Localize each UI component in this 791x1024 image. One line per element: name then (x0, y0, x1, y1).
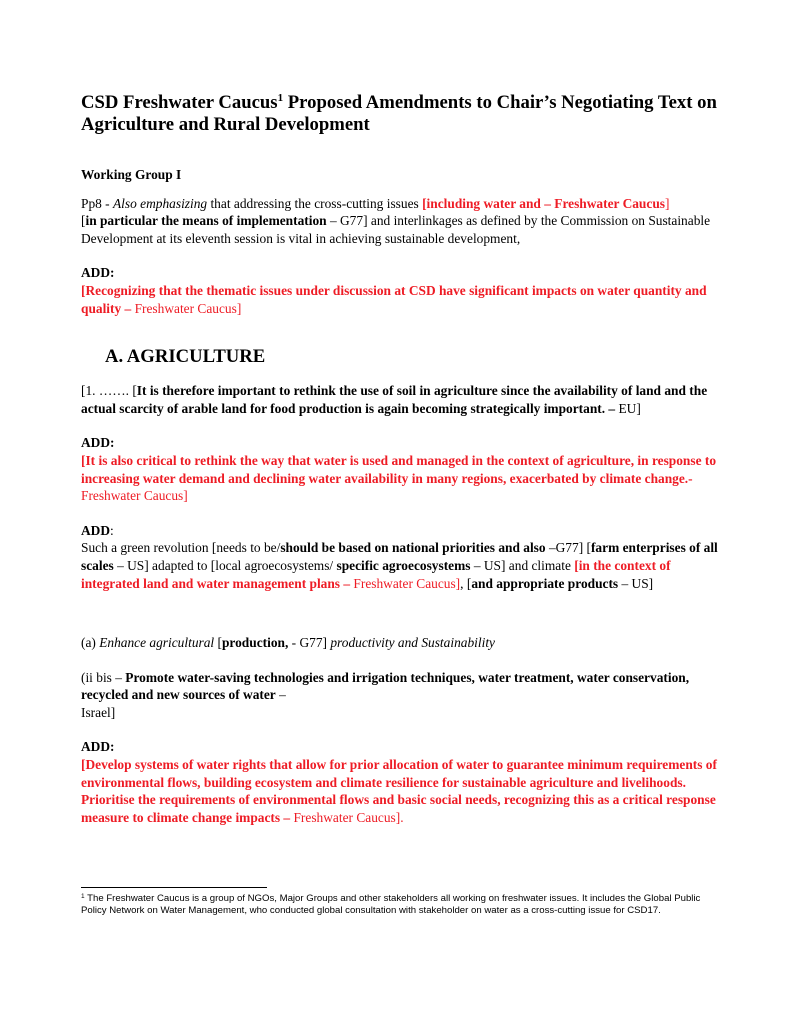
section-heading-agriculture: A. AGRICULTURE (105, 346, 266, 368)
add-label: ADD: (81, 739, 115, 755)
add-label: ADD: (81, 435, 115, 451)
amendment-recognizing: [Recognizing that the thematic issues under discussion at CSD have significant impacts on water quantity and quality – Freshwater Caucus] (81, 282, 707, 316)
item-a: (a) Enhance agricultural [production, - G77] productivity and Sustainability (81, 635, 495, 651)
add-label: ADD: (81, 265, 115, 281)
item-ii-bis: (ii bis – Promote water-saving technologies and irrigation techniques, water treatment, water conservation, recycled and new sources of water – Israel] (81, 669, 690, 720)
amendment-water-agriculture: [It is also critical to rethink the way that water is used and managed in the context of agriculture, in response to increasing water demand and declining water availability in many regions, exacerbated by climate change.-Freshwater Caucus] (81, 452, 717, 504)
working-group-heading: Working Group I (81, 167, 182, 182)
footnote (81, 893, 721, 917)
amendment-green-revolution: Such a green revolution [needs to be/should be based on national priorities and also –G77] [farm enterprises of all scales – US] adapted to [local agroecosystems/ specific agroecosystems – US] and climate [in the context of integrated land and water management plans – Freshwater Caucus], [and appropriate products – US] (81, 540, 718, 591)
footnote-mark: 1 (81, 893, 85, 900)
document-body (81, 92, 721, 826)
page-title (81, 92, 721, 136)
title-text-cont: Proposed Amendments to Chair’s Negotiating Text on Agriculture and Rural Development (81, 92, 717, 135)
add-label: ADD: (81, 522, 114, 538)
amendment-water-rights: [Develop systems of water rights that allow for prior allocation of water to guarantee minimum requirements of environmental flows, building ecosystem and climate resilience for sustainable agriculture and livelihoods. Prioritise the requirements of environmental flows and basic social needs, recognizing this as a critical response measure to climate change impacts – Freshwater Caucus]. (81, 757, 717, 825)
paragraph-1: [1. ……. [It is therefore important to rethink the use of soil in agriculture since the availability of land and the actual scarcity of arable land for food production is again becoming strategically important. – EU] (81, 383, 708, 416)
footnote-text: The Freshwater Caucus is a group of NGOs, Major Groups and other stakeholders all working on freshwater issues. It includes the Global Public Policy Network on Water Management, who conducted global consultation with stakeholder on water as a cross-cutting issue for CSD17. (81, 893, 701, 916)
footnote-separator (81, 887, 267, 888)
paragraph-pp8: Pp8 - Also emphasizing that addressing the cross-cutting issues [including water and – Freshwater Caucus] [in particular the means of implementation – G77] and interlinkages as defined by the Commission on Sustainable Development at its eleventh session is vital in achieving sustainable development, (81, 195, 711, 246)
footnote-reference[interactable]: 1 (277, 92, 284, 104)
title-text: CSD Freshwater Caucus (81, 92, 278, 113)
